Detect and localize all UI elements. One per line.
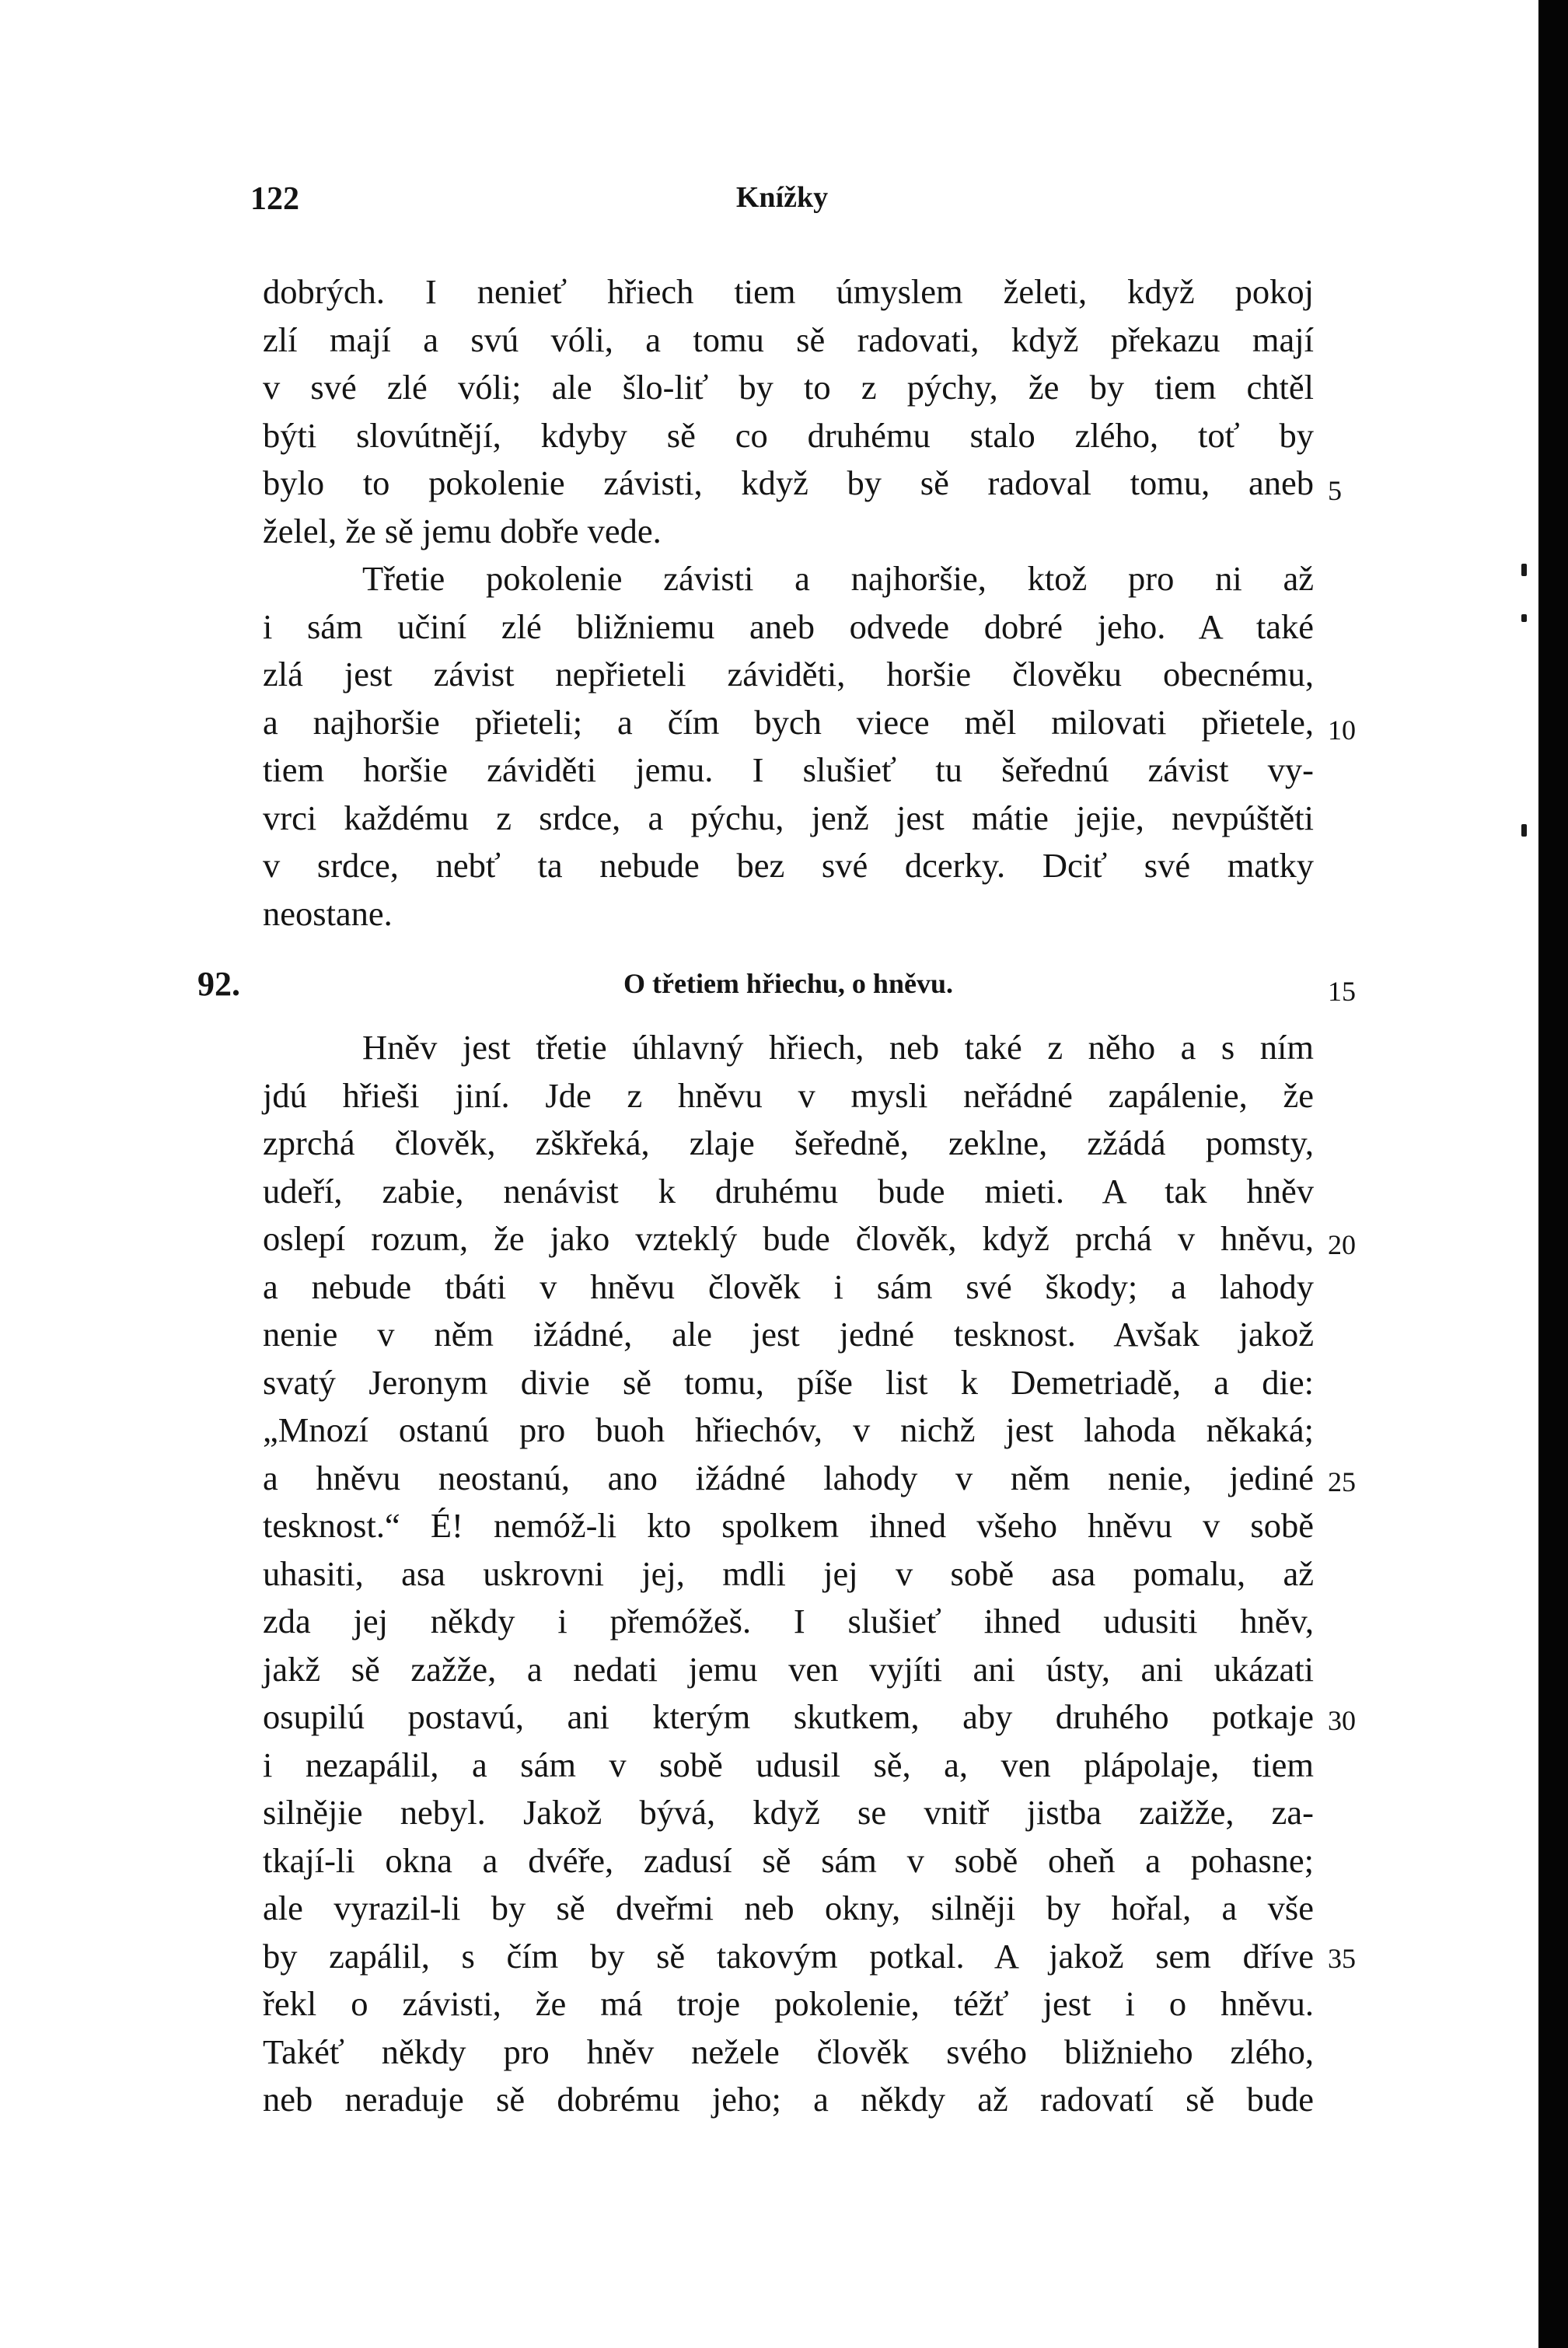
line-number: 20 <box>1328 1229 1356 1260</box>
text-line: tesknost.“ É! nemóž-li kto spolkem ihned všeho hněvu v sobě <box>263 1506 1314 1545</box>
text-line: želel, že sě jemu dobře vede. <box>263 511 662 550</box>
text-line: tkají-li okna a dvéře, zadusí sě sám v sobě oheň a pohasne; <box>263 1840 1314 1880</box>
text-line: jdú hřieši jiní. Jde z hněvu v mysli neřádné zapálenie, že <box>263 1075 1314 1115</box>
text-line: silnějie nebyl. Jakož bývá, když se vnitř jistba zaižže, za- <box>263 1793 1314 1832</box>
text-line: bylo to pokolenie závisti, když by sě radoval tomu, aneb <box>263 463 1314 502</box>
text-line: Třetie pokolenie závisti a najhoršie, ktož pro ni až <box>362 559 1314 598</box>
text-line: neostane. <box>263 893 393 933</box>
scan-speck <box>1521 564 1527 576</box>
line-number: 30 <box>1328 1705 1356 1736</box>
text-line: a hněvu neostanú, ano ižádné lahody v něm nenie, jediné <box>263 1458 1314 1497</box>
page-header <box>250 180 1314 227</box>
text-line: Hněv jest třetie úhlavný hřiech, neb také z něho a s ním <box>362 1028 1314 1067</box>
scan-dark-edge <box>1538 0 1568 2348</box>
line-number: 15 <box>1328 976 1356 1007</box>
line-number: 35 <box>1328 1943 1356 1974</box>
text-line: vrci každému z srdce, a pýchu, jenž jest mátie jejie, nevpúštěti <box>263 798 1314 837</box>
text-line: a najhoršie přieteli; a čím bych viece měl milovati přietele, <box>263 702 1314 742</box>
text-line: „Mnozí ostanú pro buoh hřiechóv, v nichž jest lahoda někaká; <box>263 1410 1314 1449</box>
text-line: nenie v něm ižádné, ale jest jedné tesknost. Avšak jakož <box>263 1315 1314 1354</box>
text-line: oslepí rozum, že jako vzteklý bude člověk, když prchá v hněvu, <box>263 1219 1314 1258</box>
scan-specks <box>1521 0 1537 2348</box>
text-line: ale vyrazil-li by sě dveřmi neb okny, silněji by hořal, a vše <box>263 1889 1314 1927</box>
text-line: býti slovútnějí, kdyby sě co druhému stalo zlého, toť by <box>263 415 1314 455</box>
text-line: zprchá člověk, zškřeká, zlaje šeředně, zeklne, zžádá pomsty, <box>263 1123 1314 1162</box>
text-line: jakž sě zažže, a nedati jemu ven vyjíti ani ústy, ani ukázati <box>263 1649 1314 1689</box>
text-line: i nezapálil, a sám v sobě udusil sě, a, ven plápolaje, tiem <box>263 1745 1314 1784</box>
section-number: 92. <box>197 965 240 1003</box>
line-number: 10 <box>1328 715 1356 746</box>
section-title: O třetiem hřiechu, o hněvu. <box>623 968 953 999</box>
text-line: svatý Jeronym divie sě tomu, píše list k Demetriadě, a die: <box>263 1362 1314 1402</box>
text-line: by zapálil, s čím by sě takovým potkal. A jakož sem dříve <box>263 1936 1314 1976</box>
text-line: řekl o závisti, že má troje pokolenie, téžť jest i o hněvu. <box>263 1984 1314 2023</box>
text-line: osupilú postavú, ani kterým skutkem, aby druhého potkaje <box>263 1697 1314 1736</box>
scan-speck <box>1521 824 1527 837</box>
text-line: Takéť někdy pro hněv nežele člověk svého bližnieho zlého, <box>263 2032 1314 2071</box>
text-line: zlí mají a svú vóli, a tomu sě radovati, když překazu mají <box>263 320 1314 359</box>
text-line: neb neraduje sě dobrému jeho; a někdy až radovatí sě bude <box>263 2080 1314 2119</box>
text-line: uhasiti, asa uskrovni jej, mdli jej v sobě asa pomalu, až <box>263 1553 1314 1593</box>
text-line: udeří, zabie, nenávist k druhému bude mieti. A tak hněv <box>263 1171 1314 1211</box>
line-number: 5 <box>1328 475 1342 506</box>
text-line: tiem horšie záviděti jemu. I slušieť tu šeřednú závist vy- <box>263 750 1314 789</box>
paragraph-block-2 <box>263 1024 1314 2124</box>
line-number: 25 <box>1328 1466 1356 1497</box>
text-line: a nebude tbáti v hněvu člověk i sám své škody; a lahody <box>263 1267 1314 1306</box>
paragraph-block-1 <box>263 268 1314 938</box>
page-number: 122 <box>250 181 299 217</box>
text-line: i sám učiní zlé bližniemu aneb odvede dobré jeho. A také <box>263 606 1314 646</box>
text-line: dobrých. I nenieť hřiech tiem úmyslem želeti, když pokoj <box>263 272 1314 311</box>
scan-speck <box>1521 614 1527 622</box>
text-line: v srdce, nebť ta nebude bez své dcerky. Dciť své matky <box>263 846 1314 885</box>
text-line: zda jej někdy i přemóžeš. I slušieť ihned udusiti hněv, <box>263 1602 1314 1640</box>
text-line: v své zlé vóli; ale šlo-liť by to z pýchy, že by tiem chtěl <box>263 368 1314 407</box>
text-line: zlá jest závist nepřieteli záviděti, horšie člověku obecnému, <box>263 655 1314 694</box>
running-title: Knížky <box>735 181 829 214</box>
